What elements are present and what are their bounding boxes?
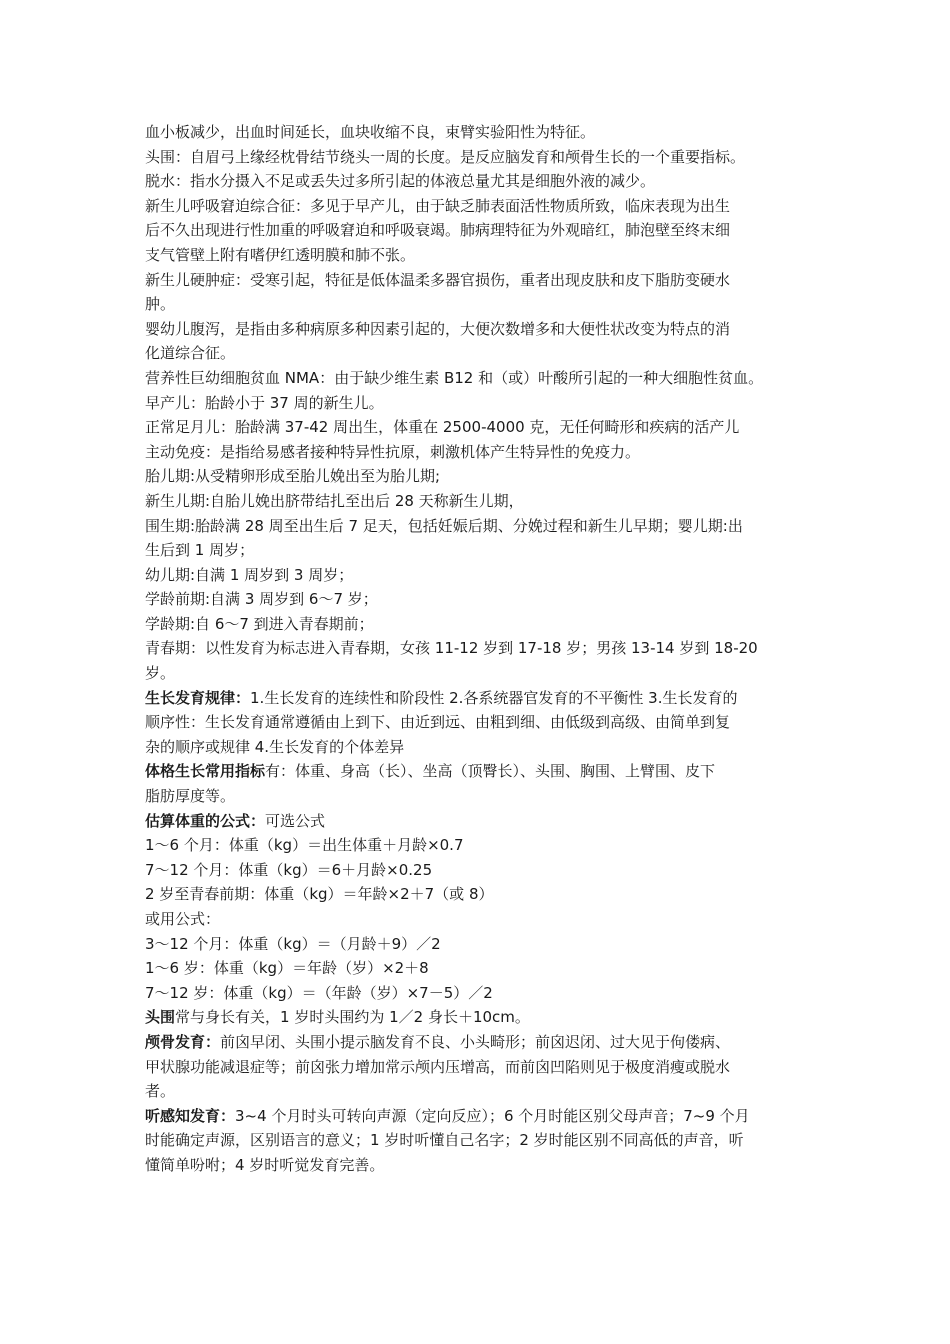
- text-line: [145, 1055, 813, 1080]
- line-text: 主动免疫：是指给易感者接种特异性抗原，刺激机体产生特异性的免疫力。: [145, 442, 641, 461]
- line-text: 3～12 个月：体重（kg）＝（月龄＋9）／2: [145, 934, 441, 953]
- line-text: 青春期：以性发育为标志进入青春期，女孩 11-12 岁到 17-18 岁；男孩 13-14 岁到 18-20: [145, 639, 758, 658]
- paragraph: [145, 858, 813, 883]
- text-line: [145, 1079, 813, 1104]
- text-line: [145, 145, 813, 170]
- paragraph: [145, 1104, 813, 1178]
- bold-heading: 生长发育规律：: [145, 688, 251, 707]
- line-text: 后不久出现进行性加重的呼吸窘迫和呼吸衰竭。肺病理特征为外观暗红，肺泡壁至终末细: [145, 221, 731, 240]
- text-line: [145, 833, 813, 858]
- paragraph: [145, 587, 813, 612]
- text-line: [145, 489, 813, 514]
- paragraph: [145, 317, 813, 366]
- line-text: 甲状腺功能减退症等；前囟张力增加常示颅内压增高，而前囟凹陷则见于极度消瘦或脱水: [145, 1057, 731, 1076]
- paragraph: [145, 981, 813, 1006]
- line-text: 头围：自眉弓上缘经枕骨结节绕头一周的长度。是反应脑发育和颅骨生长的一个重要指标。: [145, 147, 746, 166]
- paragraph: [145, 1005, 813, 1030]
- text-line: [145, 956, 813, 981]
- line-text: 3~4 个月时头可转向声源（定向反应）；6 个月时能区别父母声音；7~9 个月: [235, 1106, 750, 1125]
- text-line: [145, 612, 813, 637]
- text-line: [145, 514, 813, 539]
- paragraph: [145, 759, 813, 808]
- line-text: 支气管壁上附有嗜伊红透明膜和肺不张。: [145, 245, 416, 264]
- text-line: [145, 907, 813, 932]
- paragraph: [145, 612, 813, 637]
- text-line: [145, 292, 813, 317]
- paragraph: [145, 563, 813, 588]
- line-text: 岁。: [145, 664, 176, 683]
- document-page: [145, 120, 813, 1178]
- paragraph: [145, 268, 813, 317]
- paragraph: [145, 440, 813, 465]
- bold-heading: 听感知发育：: [145, 1106, 236, 1125]
- text-line: [145, 661, 813, 686]
- text-line: [145, 784, 813, 809]
- line-text: 者。: [145, 1082, 176, 1101]
- paragraph: [145, 194, 813, 268]
- paragraph: [145, 833, 813, 858]
- line-text: 杂的顺序或规律 4.生长发育的个体差异: [145, 737, 405, 756]
- line-text: 幼儿期:自满 1 周岁到 3 周岁；: [145, 565, 354, 584]
- paragraph: [145, 120, 813, 145]
- paragraph: [145, 145, 813, 170]
- text-line: [145, 809, 813, 834]
- line-text: 围生期:胎龄满 28 周至出生后 7 足天，包括妊娠后期、分娩过程和新生儿早期；婴儿期:出: [145, 516, 743, 535]
- paragraph: [145, 907, 813, 932]
- text-line: [145, 440, 813, 465]
- line-text: 7～12 岁：体重（kg）＝（年龄（岁）×7－5）／2: [145, 983, 493, 1002]
- text-line: [145, 194, 813, 219]
- paragraph: [145, 809, 813, 834]
- line-text: 学龄期:自 6～7 到进入青春期前；: [145, 614, 374, 633]
- line-text: 7～12 个月：体重（kg）＝6＋月龄×0.25: [145, 860, 433, 879]
- line-text: 脱水：指水分摄入不足或丢失过多所引起的体液总量尤其是细胞外液的减少。: [145, 172, 656, 191]
- paragraph: [145, 932, 813, 957]
- line-text: 有：体重、身高（长）、坐高（顶臀长）、头围、胸围、上臂围、皮下: [265, 762, 716, 781]
- paragraph: [145, 464, 813, 489]
- paragraph: [145, 366, 813, 391]
- line-text: 1～6 个月：体重（kg）＝出生体重＋月龄×0.7: [145, 836, 464, 855]
- text-line: [145, 243, 813, 268]
- text-line: [145, 218, 813, 243]
- text-line: [145, 686, 813, 711]
- paragraph: [145, 636, 813, 685]
- text-line: [145, 735, 813, 760]
- line-text: 血小板减少，出血时间延长，血块收缩不良，束臂实验阳性为特征。: [145, 123, 596, 141]
- line-text: 早产儿：胎龄小于 37 周的新生儿。: [145, 393, 384, 412]
- text-line: [145, 366, 813, 391]
- line-text: 懂简单吩咐；4 岁时听觉发育完善。: [145, 1155, 385, 1174]
- text-line: [145, 710, 813, 735]
- text-line: [145, 169, 813, 194]
- text-line: [145, 1104, 813, 1129]
- text-line: [145, 1030, 813, 1055]
- text-line: [145, 882, 813, 907]
- bold-heading: 体格生长常用指标: [145, 762, 266, 781]
- text-line: [145, 317, 813, 342]
- bold-heading: 估算体重的公式：: [145, 811, 266, 830]
- line-text: 新生儿呼吸窘迫综合征：多见于早产儿，由于缺乏肺表面活性物质所致，临床表现为出生: [145, 196, 731, 215]
- line-text: 肿。: [145, 295, 176, 314]
- paragraph: [145, 686, 813, 760]
- line-text: 2 岁至青春前期：体重（kg）＝年龄×2＋7（或 8）: [145, 885, 494, 904]
- text-line: [145, 1128, 813, 1153]
- line-text: 营养性巨幼细胞贫血 NMA：由于缺少维生素 B12 和（或）叶酸所引起的一种大细胞性贫血。: [145, 368, 764, 387]
- paragraph: [145, 415, 813, 440]
- paragraph: [145, 391, 813, 416]
- text-line: [145, 415, 813, 440]
- text-line: [145, 464, 813, 489]
- paragraph: [145, 1030, 813, 1104]
- text-line: [145, 932, 813, 957]
- line-text: 正常足月儿：胎龄满 37-42 周出生，体重在 2500-4000 克，无任何畸形和疾病的活产儿: [145, 418, 740, 437]
- line-text: 胎儿期:从受精卵形成至胎儿娩出至为胎儿期;: [145, 467, 441, 486]
- paragraph: [145, 956, 813, 981]
- text-line: [145, 858, 813, 883]
- text-line: [145, 268, 813, 293]
- line-text: 学龄前期:自满 3 周岁到 6～7 岁；: [145, 590, 378, 609]
- bold-heading: 头围: [145, 1008, 176, 1027]
- text-line: [145, 341, 813, 366]
- paragraph: [145, 489, 813, 514]
- line-text: 1～6 岁：体重（kg）＝年龄（岁）×2＋8: [145, 959, 429, 978]
- text-line: [145, 759, 813, 784]
- line-text: 时能确定声源，区别语言的意义；1 岁时听懂自己名字；2 岁时能区别不同高低的声音，听: [145, 1131, 744, 1150]
- text-line: [145, 538, 813, 563]
- text-line: [145, 1153, 813, 1178]
- text-line: [145, 1005, 813, 1030]
- line-text: 脂肪厚度等。: [145, 787, 236, 806]
- line-text: 生后到 1 周岁；: [145, 541, 255, 560]
- paragraph: [145, 882, 813, 907]
- line-text: 前囟早闭、头围小提示脑发育不良、小头畸形；前囟迟闭、过大见于佝偻病、: [220, 1032, 731, 1051]
- text-line: [145, 391, 813, 416]
- paragraph: [145, 169, 813, 194]
- line-text: 可选公式: [265, 811, 326, 830]
- text-line: [145, 636, 813, 661]
- bold-heading: 颅骨发育：: [145, 1032, 221, 1051]
- line-text: 新生儿硬肿症：受寒引起，特征是低体温柔多器官损伤，重者出现皮肤和皮下脂肪变硬水: [145, 270, 731, 289]
- line-text: 新生儿期:自胎儿娩出脐带结扎至出后 28 天称新生儿期，: [145, 491, 524, 510]
- line-text: 常与身长有关，1 岁时头围约为 1／2 身长＋10cm。: [175, 1008, 530, 1027]
- text-line: [145, 563, 813, 588]
- line-text: 婴幼儿腹泻，是指由多种病原多种因素引起的，大便次数增多和大便性状改变为特点的消: [145, 319, 731, 338]
- text-line: [145, 981, 813, 1006]
- paragraph: [145, 514, 813, 563]
- line-text: 化道综合征。: [145, 344, 236, 363]
- line-text: 1.生长发育的连续性和阶段性 2.各系统器官发育的不平衡性 3.生长发育的: [250, 688, 738, 707]
- text-line: [145, 120, 813, 145]
- line-text: 顺序性：生长发育通常遵循由上到下、由近到远、由粗到细、由低级到高级、由简单到复: [145, 713, 731, 732]
- text-line: [145, 587, 813, 612]
- line-text: 或用公式：: [145, 910, 221, 928]
